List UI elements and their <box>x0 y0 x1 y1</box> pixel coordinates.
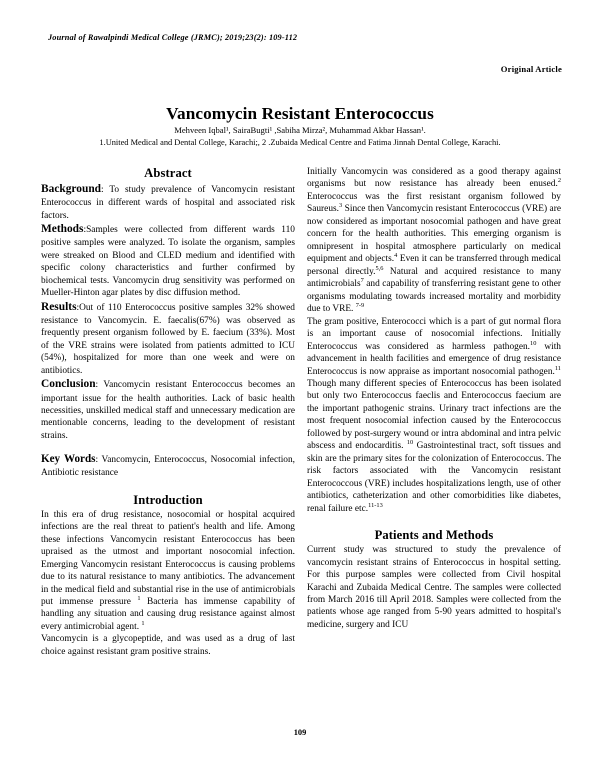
citation-ref: 10 <box>406 439 414 447</box>
intro-p1-part-a: In this era of drug resistance, nosocomial or hospital acquired infections are the real threat to patient's health and life. Among these infections Vancomycin resistant Enterococcus has been upraised as the utmost and important nosocomial infection. Emerging Vancomycin resistant Enterococcus is causing problems due to its natural resistance to many antibiotics. The advancement in the medical field and substantial rise in the use of antimicrobials put immense pressure <box>41 509 295 607</box>
abstract-background-text: : To study prevalence of Vancomycin resistant Enterococcus in different wards of hospital and associated risk factors. <box>41 185 295 221</box>
abstract-conclusion-text: : Vancomycin resistant Enterococcus becomes an important issue for the health authorities. Lack of basic health necessities, unskilled medical staff and unnecessary medication are mentionable concerns, leading to the development of resistant strains. <box>41 380 295 441</box>
introduction-paragraph-2: Vancomycin is a glycopeptide, and was used as a drug of last choice against resistant gram positive strains. <box>41 634 295 657</box>
column-left <box>41 166 295 658</box>
citation-ref: 1 <box>137 594 141 602</box>
citation-ref: 1 <box>141 619 145 627</box>
patients-and-methods-heading: Patients and Methods <box>374 528 494 543</box>
citation-ref: 7 <box>360 277 364 285</box>
abstract-background-label: Background <box>41 183 102 195</box>
abstract-methods-label: Methods <box>41 223 84 236</box>
citation-ref: 2 <box>557 177 561 185</box>
page-number: 109 <box>293 728 307 737</box>
abstract-methods <box>41 222 295 300</box>
citation-ref: 11-13 <box>368 501 383 509</box>
introduction-paragraph-4 <box>307 316 561 516</box>
citation-ref: 7-9 <box>355 302 365 310</box>
column-right <box>307 166 561 631</box>
citation-ref: 11 <box>554 364 561 372</box>
citation-ref: 10 <box>530 339 537 347</box>
abstract-background <box>41 182 295 222</box>
author-list: Mehveen Iqbal¹, SairaBugti¹ ,Sabiha Mirza², Muhammad Akbar Hassan¹. <box>174 125 426 135</box>
affiliation-list: 1.United Medical and Dental College, Karachi;, 2 .Zubaida Medical Centre and Fatima Jinnah Dental College, Karachi. <box>99 138 501 147</box>
intro-p4-part-c: Though many different species of Enterococcus has been isolated but only two Enterococcus faeclis and Enterococcus faecium are the important pathogenic strains. Urinary tract infections are the most frequent nosocomial infection caused by the Enterococcus followed by post-surgery wound or intra abdominal and intra pelvic abscess and endocarditis. <box>307 378 562 452</box>
citation-ref: 4 <box>394 252 398 260</box>
article-type-label: Original Article <box>500 64 562 74</box>
intro-p3-part-f: and capability of transferring resistant gene to other organisms modulating towards increased mortality and morbidity due to VRE. <box>307 279 561 315</box>
abstract-keywords-text: : Vancomycin, Enterococcus, Nosocomial infection, Antibiotic resistance <box>41 454 295 478</box>
abstract-conclusion-label: Conclusion <box>41 378 96 391</box>
intro-p3-part-a: Initially Vancomycin was considered as a good therapy against organisms but now resistance has already been enused. <box>307 167 561 190</box>
intro-p3-part-e: Natural and acquired resistance to many antimicrobials <box>307 266 562 290</box>
abstract-methods-text: :Samples were collected from different wards 110 positive samples were analyzed. To isolate the organism, samples were streaked on Blood and CLED medium and identified with specific colony characteristics and further confirmed by biochemical tests. Vancomycin drug sensitivity was performed on Mueller-Hinton agar plates by disc diffusion method. <box>41 225 295 299</box>
intro-p4-part-d: Gastrointestinal tract, soft tissues and skin are the primary sites for the colonization of Enterococcus. The risk factors associated with the Vancomycin resistant Enterococcous (VRE) includes hospitalizations length, use of other antibiotics, catheterization and other comorbidities like diabetes, renal failure etc. <box>307 441 561 514</box>
abstract-results <box>41 300 295 378</box>
intro-p4-part-a: The gram positive, Enterococci which is a part of gut normal flora is an important cause of nosocomial infections. Initially Enterococcus was considered as harmless pathogen. <box>307 316 561 352</box>
page-title: Vancomycin Resistant Enterococcus <box>166 103 434 123</box>
intro-p3-part-b: Enterococcus was the first resistant organism followed by Saureus. <box>307 191 561 215</box>
citation-ref: 3 <box>339 202 343 210</box>
abstract-heading: Abstract <box>144 166 192 180</box>
abstract-keywords <box>41 452 295 480</box>
introduction-heading: Introduction <box>133 492 203 507</box>
journal-citation-line: Journal of Rawalpindi Medical College (JRMC); 2019;23(2): 109-112 <box>48 33 298 42</box>
intro-p3-part-c: Since then Vancomycin resistant Enterococcus (VRE) are now considered as important nosocomial pathogen and have great concern for the health authorities. This emerging organism is omnipresent in hospital atmosphere particularly on medical equipment and objects. <box>307 204 561 265</box>
abstract-results-text: :Out of 110 Enterococcus positive samples 32% showed resistance to Vancomycin. E. faecalis(67%) was observed as frequently present organism followed by E. faecium (33%). Most of the VRE strains were isolated from patients admitted to ICU (54%), hospitalized for more than one week and were on antibiotics. <box>41 302 295 376</box>
patients-and-methods-paragraph-1: Current study was structured to study the prevalence of vancomycin resistant strains of Enterococcus in hospital setting. For this purpose samples were collected from Civil hospital Karachi and Zubaida Medical Centre. The samples were collected from March 2016 till April 2018. Samples were collected from the patients whose age ranged from 5-90 years admitted to hospital's medicine, surgery and ICU <box>307 545 561 630</box>
introduction-paragraph-1 <box>41 509 295 634</box>
introduction-paragraph-3 <box>307 166 561 316</box>
intro-p1-part-b: Bacteria has immense capability of handling any situation and causing drug resistance against almost every antimicrobial agent. <box>41 596 296 632</box>
intro-p3-part-d: Even it can be transferred through medical personal directly. <box>307 254 561 277</box>
abstract-results-label: Results <box>41 300 77 313</box>
citation-ref: 5,6 <box>375 264 384 272</box>
abstract-conclusion <box>41 377 295 442</box>
intro-p4-part-b: with advancement in health facilities and emergence of drug resistance Enterococcus is now appraise as important nosocomial pathogen. <box>307 341 561 377</box>
abstract-keywords-label: Key Words <box>41 452 96 465</box>
two-column-body <box>41 166 561 726</box>
